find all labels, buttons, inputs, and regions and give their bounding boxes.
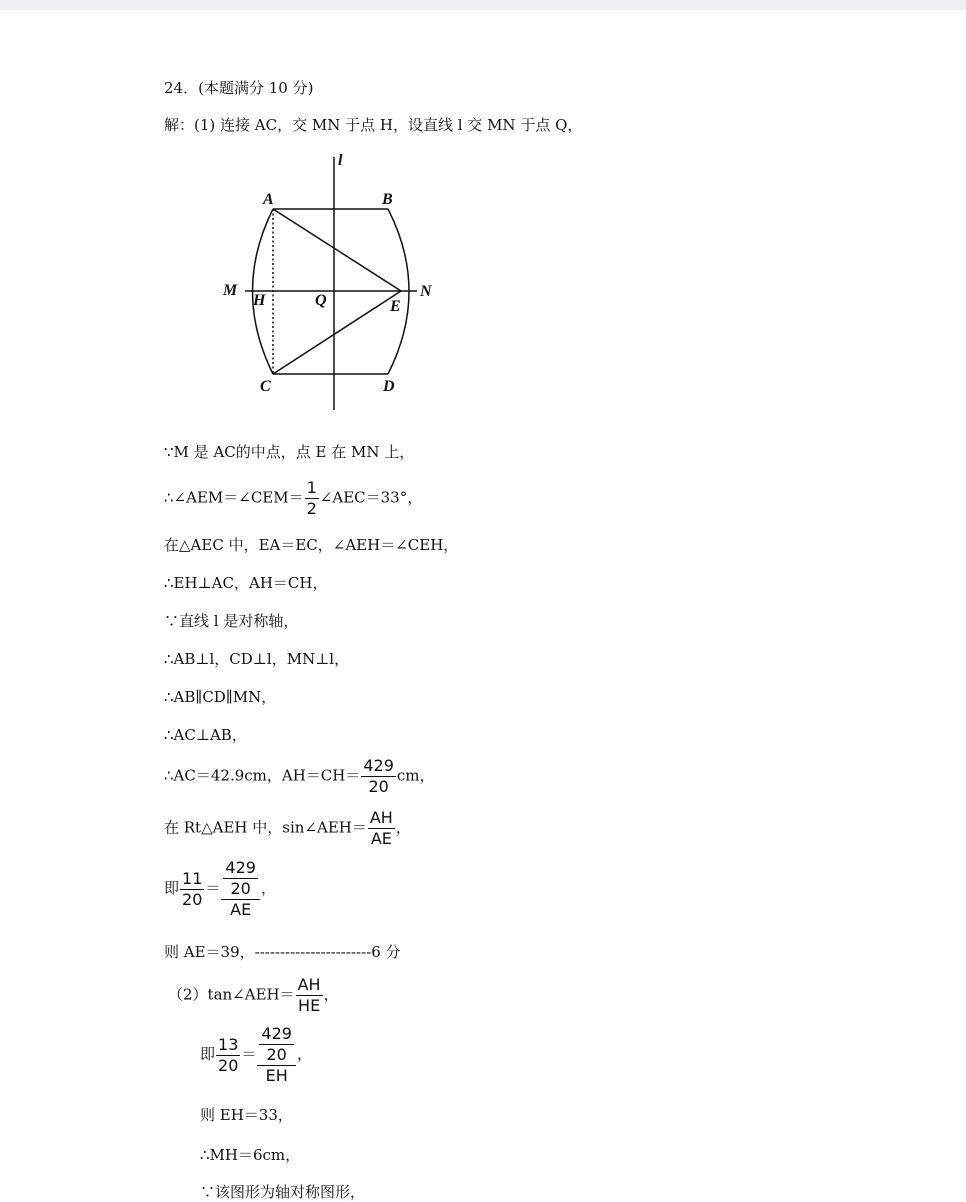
segment-ce xyxy=(273,291,401,374)
label-q: Q xyxy=(315,292,327,309)
step-8: ∴AC⊥AB， xyxy=(164,726,247,744)
solution-intro: 解：(1) 连接 AC，交 MN 于点 H，设直线 l 交 MN 于点 Q， xyxy=(164,116,583,134)
label-n: N xyxy=(420,283,432,300)
fraction-half: $\frac{1}{2}$ xyxy=(306,478,317,518)
step-14: 即 $\frac{13}{20}$ ＝ $\frac{\frac{429}{20}}{EH}$ ， xyxy=(200,1024,312,1085)
label-m: M xyxy=(223,282,238,299)
label-h: H xyxy=(253,292,266,309)
fraction-429-20: $\frac{429}{20}$ xyxy=(363,756,394,796)
step-16: ∴MH＝6cm， xyxy=(200,1146,301,1164)
label-l: l xyxy=(338,152,343,169)
step-6: ∴AB⊥l，CD⊥l，MN⊥l， xyxy=(164,650,350,668)
compound-fraction-ae: $\frac{\frac{429}{20}}{AE}$ xyxy=(221,858,260,920)
step-2: ∴∠AEM＝∠CEM＝ $\frac{1}{2}$ ∠AEC＝33°， xyxy=(164,478,423,518)
step-3: 在△AEC 中，EA＝EC，∠AEH＝∠CEH， xyxy=(164,536,459,554)
fraction-ah-ae: $\frac{AH}{AE}$ xyxy=(369,808,393,848)
geometry-figure xyxy=(215,145,455,424)
step-10: 在 Rt△AEH 中，sin∠AEH＝ $\frac{AH}{AE}$ ， xyxy=(164,808,411,848)
step-9: ∴AC＝42.9cm，AH＝CH＝ $\frac{429}{20}$ cm， xyxy=(164,756,435,796)
step-7: ∴AB∥CD∥MN， xyxy=(164,688,277,706)
label-e: E xyxy=(390,298,401,315)
step-15: 则 EH＝33， xyxy=(200,1106,293,1124)
step-5: ∵直线 l 是对称轴， xyxy=(164,612,299,630)
compound-fraction-eh: $\frac{\frac{429}{20}}{EH}$ xyxy=(257,1024,296,1086)
step-13: （2）tan∠AEH＝ $\frac{AH}{HE}$ ， xyxy=(168,975,339,1015)
geometry-svg xyxy=(215,145,455,420)
step-4: ∴EH⊥AC，AH＝CH， xyxy=(164,574,328,592)
segment-ae xyxy=(273,209,401,291)
fraction-ah-he: $\frac{AH}{HE}$ xyxy=(297,975,321,1015)
label-b: B xyxy=(382,191,393,208)
step-17: ∵该图形为轴对称图形， xyxy=(200,1183,366,1201)
step-11: 即 $\frac{11}{20}$ ＝ $\frac{\frac{429}{20}}{AE}$ ， xyxy=(164,858,276,919)
label-a: A xyxy=(263,191,274,208)
problem-title: 24．(本题满分 10 分) xyxy=(164,79,314,97)
top-bar xyxy=(0,0,966,10)
fraction-13-20: $\frac{13}{20}$ xyxy=(218,1034,239,1075)
step-1: ∵M 是 AC的中点，点 E 在 MN 上， xyxy=(164,443,415,461)
label-c: C xyxy=(260,378,271,395)
fraction-11-20: $\frac{11}{20}$ xyxy=(182,868,203,909)
label-d: D xyxy=(383,378,395,395)
step-12: 则 AE＝39，-----------------------6 分 xyxy=(164,943,401,961)
